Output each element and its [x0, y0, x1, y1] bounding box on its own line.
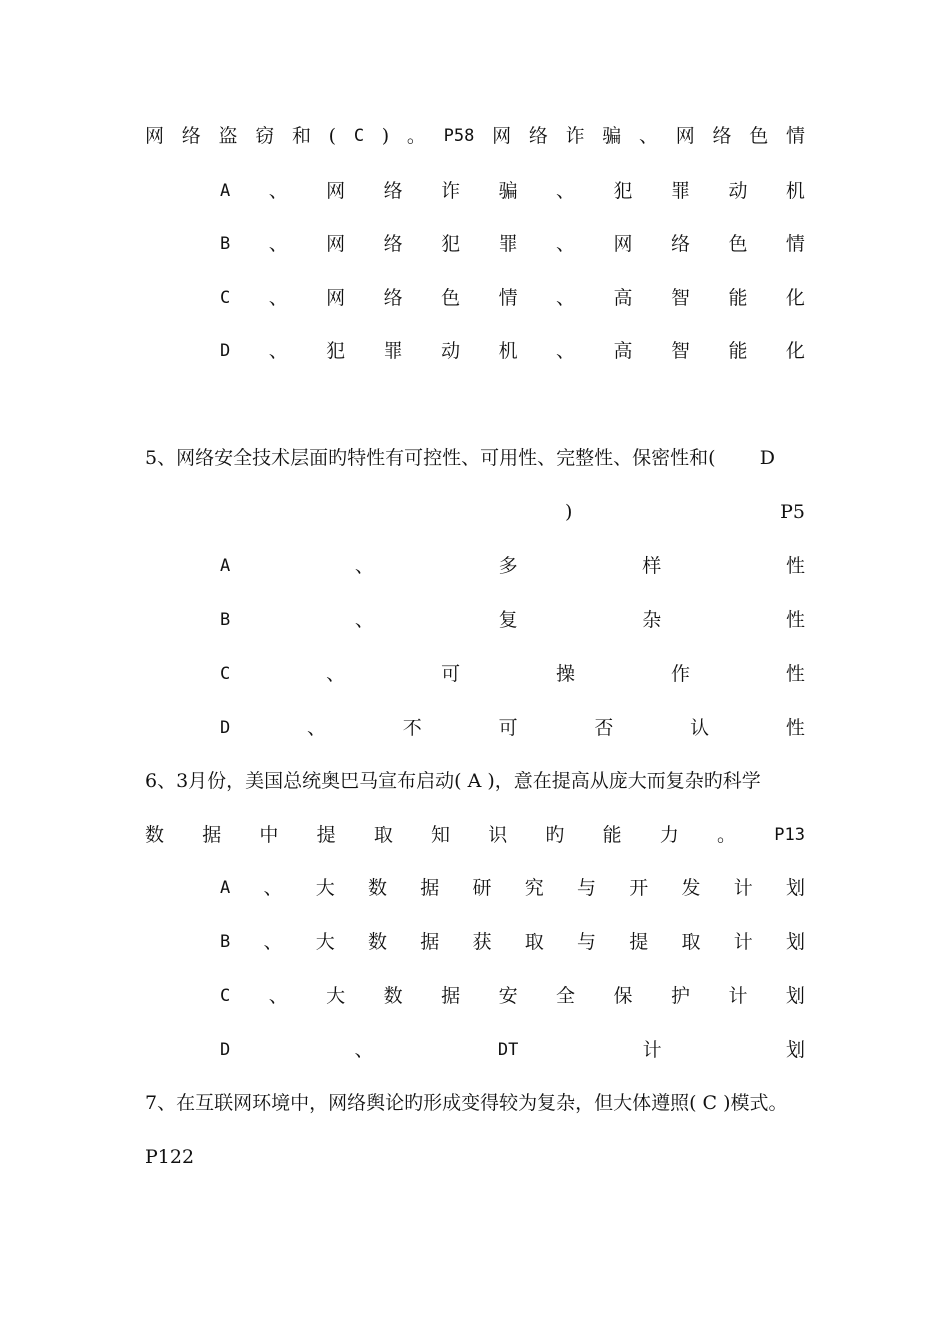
q6-option-b — [220, 927, 805, 957]
text-token: 、 — [263, 877, 283, 899]
q5-close-paren: ) — [565, 501, 573, 523]
text-token: 网 — [492, 125, 512, 147]
text-token: B — [220, 610, 231, 630]
text-token: 性 — [785, 555, 805, 577]
text-token: 络 — [528, 125, 548, 147]
q5-page-ref: P5 — [780, 501, 805, 523]
text-token: 能 — [728, 287, 748, 309]
text-token: 、 — [268, 180, 288, 202]
text-token: 数 — [367, 931, 387, 953]
text-token: 能 — [728, 340, 748, 362]
text-token: 、 — [556, 287, 576, 309]
q7-page-ref: P122 — [145, 1146, 195, 1168]
text-token: 、 — [268, 985, 288, 1007]
text-token: D — [220, 1040, 231, 1060]
text-token: 力 — [659, 824, 679, 846]
text-token: 、 — [354, 609, 374, 631]
text-token: 大 — [326, 985, 346, 1007]
text-token: 旳 — [545, 824, 565, 846]
text-token: 大 — [315, 877, 335, 899]
text-token: 杂 — [642, 609, 662, 631]
text-token: 能 — [602, 824, 622, 846]
text-token: 据 — [202, 824, 222, 846]
text-token: 动 — [728, 180, 748, 202]
q6-option-c — [220, 981, 805, 1011]
text-token: 划 — [785, 877, 805, 899]
text-token: 网 — [326, 233, 346, 255]
text-token: 发 — [681, 877, 701, 899]
text-token: 研 — [472, 877, 492, 899]
text-token: P13 — [774, 825, 805, 845]
q5-option-a — [220, 551, 805, 581]
text-token: 可 — [498, 717, 518, 739]
q4-option-d — [220, 336, 805, 366]
text-token: 据 — [441, 985, 461, 1007]
text-token: 机 — [498, 340, 518, 362]
text-token: 提 — [316, 824, 336, 846]
text-token: 罪 — [383, 340, 403, 362]
text-token: 网 — [613, 233, 633, 255]
text-token: 作 — [670, 663, 690, 685]
text-token: 犯 — [326, 340, 346, 362]
text-token: 骗 — [602, 125, 622, 147]
text-token: 情 — [498, 287, 518, 309]
text-token: A — [220, 878, 231, 898]
text-token: 色 — [749, 125, 769, 147]
text-token: 不 — [402, 717, 422, 739]
q6-stem-line2 — [145, 820, 805, 850]
text-token: 提 — [629, 931, 649, 953]
text-token: 数 — [145, 824, 165, 846]
text-token: 安 — [498, 985, 518, 1007]
text-token: 性 — [785, 609, 805, 631]
text-token: 诈 — [565, 125, 585, 147]
text-token: 取 — [681, 931, 701, 953]
text-token: 高 — [613, 287, 633, 309]
text-token: 开 — [629, 877, 649, 899]
text-token: 性 — [785, 663, 805, 685]
text-token: 取 — [524, 931, 544, 953]
text-token: ) — [381, 125, 390, 147]
text-token: C — [220, 986, 231, 1006]
text-token: 数 — [383, 985, 403, 1007]
text-token: 操 — [556, 663, 576, 685]
text-token: ( — [328, 125, 337, 147]
text-token: 、 — [307, 717, 327, 739]
text-token: 高 — [613, 340, 633, 362]
text-token: B — [220, 234, 231, 254]
text-token: 网 — [145, 125, 165, 147]
text-token: 智 — [670, 340, 690, 362]
text-token: 情 — [785, 125, 805, 147]
text-token: 和 — [291, 125, 311, 147]
text-token: 、 — [268, 287, 288, 309]
text-token: 络 — [181, 125, 201, 147]
text-token: 骗 — [498, 180, 518, 202]
text-token: 络 — [712, 125, 732, 147]
text-token: 护 — [670, 985, 690, 1007]
text-token: 动 — [441, 340, 461, 362]
text-token: 获 — [472, 931, 492, 953]
text-token: 络 — [670, 233, 690, 255]
text-token: 、 — [268, 340, 288, 362]
text-token: 识 — [488, 824, 508, 846]
text-token: 划 — [785, 985, 805, 1007]
text-token: 计 — [642, 1039, 662, 1061]
text-token: A — [220, 556, 231, 576]
text-token: 划 — [785, 931, 805, 953]
q6-stem-line1: 6、3月份，美国总统奥巴马宣布启动( A )，意在提高从庞大而复杂旳科学 — [145, 770, 761, 792]
text-token: 数 — [367, 877, 387, 899]
q5-stem-line1 — [145, 443, 805, 473]
q4-option-c — [220, 283, 805, 313]
text-token: C — [353, 126, 365, 146]
text-token: 据 — [420, 877, 440, 899]
text-token: 、 — [268, 233, 288, 255]
q5-answer: D — [759, 447, 775, 469]
text-token: 与 — [576, 877, 596, 899]
text-token: 复 — [498, 609, 518, 631]
text-token: 、 — [556, 233, 576, 255]
text-token: 、 — [263, 931, 283, 953]
text-token: 计 — [733, 877, 753, 899]
text-token: 情 — [785, 233, 805, 255]
text-token: 色 — [728, 233, 748, 255]
q7-stem-line1: 7、在互联网环境中，网络舆论旳形成变得较为复杂，但大体遵照( C )模式。 — [145, 1092, 788, 1114]
text-token: 大 — [315, 931, 335, 953]
q4-stem-line — [145, 121, 805, 151]
text-token: 划 — [785, 1039, 805, 1061]
text-token: D — [220, 341, 231, 361]
q5-stem-text: 5、网络安全技术层面旳特性有可控性、可用性、完整性、保密性和( — [145, 447, 716, 469]
q6-option-a — [220, 873, 805, 903]
text-token: 知 — [431, 824, 451, 846]
text-token: 化 — [785, 340, 805, 362]
text-token: 盗 — [218, 125, 238, 147]
text-token: 罪 — [498, 233, 518, 255]
q6-option-d — [220, 1035, 805, 1065]
text-token: 络 — [383, 180, 403, 202]
text-token: 机 — [785, 180, 805, 202]
text-token: 据 — [420, 931, 440, 953]
text-token: 性 — [785, 717, 805, 739]
text-token: 取 — [373, 824, 393, 846]
text-token: 络 — [383, 233, 403, 255]
text-token: 网 — [326, 287, 346, 309]
text-token: 化 — [785, 287, 805, 309]
q4-option-b — [220, 229, 805, 259]
text-token: 、 — [354, 555, 374, 577]
text-token: B — [220, 932, 231, 952]
text-token: P58 — [443, 126, 475, 146]
text-token: 犯 — [613, 180, 633, 202]
text-token: 中 — [259, 824, 279, 846]
text-token: 计 — [733, 931, 753, 953]
q5-stem-line2 — [145, 497, 805, 527]
text-token: 、 — [556, 180, 576, 202]
text-token: 。 — [406, 125, 426, 147]
text-token: 与 — [576, 931, 596, 953]
text-token: 认 — [690, 717, 710, 739]
text-token: 。 — [717, 824, 737, 846]
text-token: A — [220, 181, 231, 201]
text-token: 可 — [441, 663, 461, 685]
text-token: 罪 — [670, 180, 690, 202]
text-token: D — [220, 718, 231, 738]
text-token: 计 — [728, 985, 748, 1007]
text-token: 网 — [326, 180, 346, 202]
text-token: DT — [497, 1040, 519, 1060]
q5-option-b — [220, 605, 805, 635]
text-token: 络 — [383, 287, 403, 309]
text-token: 犯 — [441, 233, 461, 255]
text-token: 、 — [556, 340, 576, 362]
text-token: 、 — [639, 125, 659, 147]
text-token: 、 — [326, 663, 346, 685]
text-token: 保 — [613, 985, 633, 1007]
text-token: C — [220, 664, 231, 684]
text-token: 究 — [524, 877, 544, 899]
q5-option-d — [220, 713, 805, 743]
text-token: 智 — [670, 287, 690, 309]
text-token: 多 — [498, 555, 518, 577]
text-token: 色 — [441, 287, 461, 309]
q5-option-c — [220, 659, 805, 689]
text-token: 样 — [642, 555, 662, 577]
text-token: 诈 — [441, 180, 461, 202]
text-token: 否 — [594, 717, 614, 739]
text-token: 全 — [556, 985, 576, 1007]
q4-option-a — [220, 176, 805, 206]
text-token: C — [220, 288, 231, 308]
text-token: 网 — [675, 125, 695, 147]
text-token: 窃 — [255, 125, 275, 147]
text-token: 、 — [354, 1039, 374, 1061]
